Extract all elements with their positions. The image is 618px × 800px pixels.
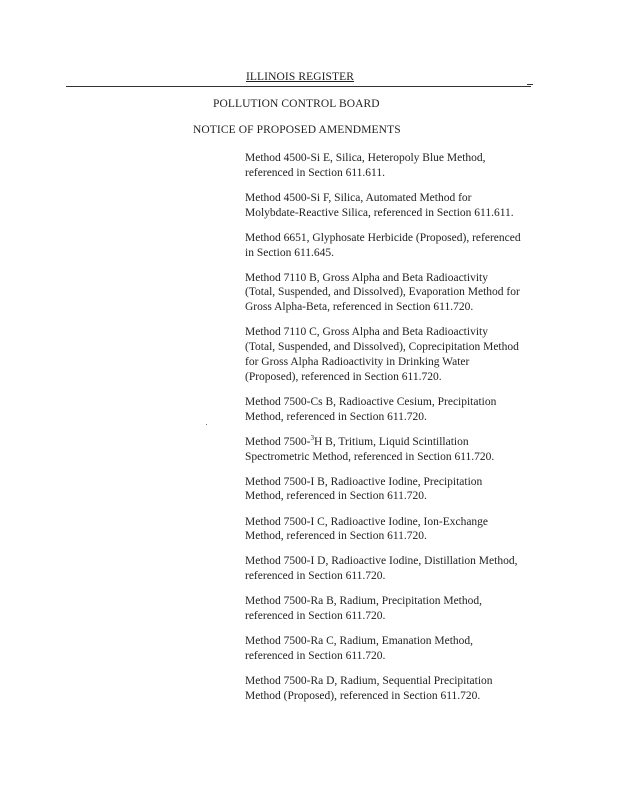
method-entry-line: Method 7500-Ra D, Radium, Sequential Precipitation [245,675,493,688]
method-entry-line: Method 7500-I D, Radioactive Iodine, Distillation Method, [245,555,518,568]
method-entry [245,554,545,584]
method-entry-line: Molybdate-Reactive Silica, referenced in Section 611.611. [245,206,514,219]
board-name: POLLUTION CONTROL BOARD [213,98,380,110]
notice-heading: NOTICE OF PROPOSED AMENDMENTS [193,124,401,136]
method-entry-line: (Proposed), referenced in Section 611.720. [245,370,442,383]
method-entry-line: referenced in Section 611.720. [245,649,386,662]
method-entry [245,395,545,425]
method-entry-prefix: Method 7500- [245,435,311,448]
method-entry-line: (Total, Suspended, and Dissolved), Evaporation Method for [245,286,520,299]
isotope-superscript: 3 [310,433,314,442]
method-entry [245,271,545,315]
method-entry-line: Gross Alpha-Beta, referenced in Section 611.720. [245,301,474,314]
method-entry-line: Method 7500-Ra B, Radium, Precipitation Method, [245,595,483,608]
header-rule [66,86,531,87]
method-entry-line: referenced in Section 611.720. [245,570,386,583]
scan-speck [206,424,207,425]
method-entry-line: Method 4500-Si E, Silica, Heteropoly Blue Method, [245,152,486,164]
method-entry-line: Method (Proposed), referenced in Section 611.720. [245,689,481,702]
method-entry-line: Method, referenced in Section 611.720. [245,490,427,503]
method-entry-rest: H B, Tritium, Liquid Scintillation [313,435,469,448]
method-entry-line: for Gross Alpha Radioactivity in Drinking Water [245,355,470,368]
register-title: ILLINOIS REGISTER [246,71,355,83]
method-entry-line: Method 7110 C, Gross Alpha and Beta Radioactivity [245,326,488,339]
method-entry-line: Method 6651, Glyphosate Herbicide (Proposed), referenced [245,231,521,244]
method-entry [245,515,545,545]
method-entry [245,475,545,505]
method-entry-line: Method 7110 B, Gross Alpha and Beta Radioactivity [245,271,488,284]
method-entry [245,151,545,181]
method-entry [245,191,545,221]
method-entry-line: Method, referenced in Section 611.720. [245,530,427,543]
method-entry-line [245,435,545,450]
method-entry-line: referenced in Section 611.611. [245,166,385,179]
method-entry-line: referenced in Section 611.720. [245,610,386,623]
method-entry-line: in Section 611.645. [245,246,335,259]
method-entry [245,634,545,664]
method-entry-line: Method 7500-Ra C, Radium, Emanation Method, [245,635,474,648]
method-entry-line: Method 7500-Cs B, Radioactive Cesium, Precipitation [245,395,497,408]
method-entry-line: Method 7500-I C, Radioactive Iodine, Ion-Exchange [245,515,489,528]
method-entry [245,674,545,704]
method-entry-line: Method 4500-Si F, Silica, Automated Method for [245,191,472,204]
method-entry-line: (Total, Suspended, and Dissolved), Coprecipitation Method [245,341,519,354]
method-entry [245,325,545,384]
method-entry-line: Method, referenced in Section 611.720. [245,410,427,423]
method-entry-line: Method 7500-I B, Radioactive Iodine, Precipitation [245,475,483,488]
method-entry [245,231,545,261]
header-rule-tick [527,84,533,88]
method-list [245,151,545,704]
method-entry-line: Spectrometric Method, referenced in Section 611.720. [245,450,495,463]
method-entry [245,594,545,624]
method-entry [245,435,545,465]
